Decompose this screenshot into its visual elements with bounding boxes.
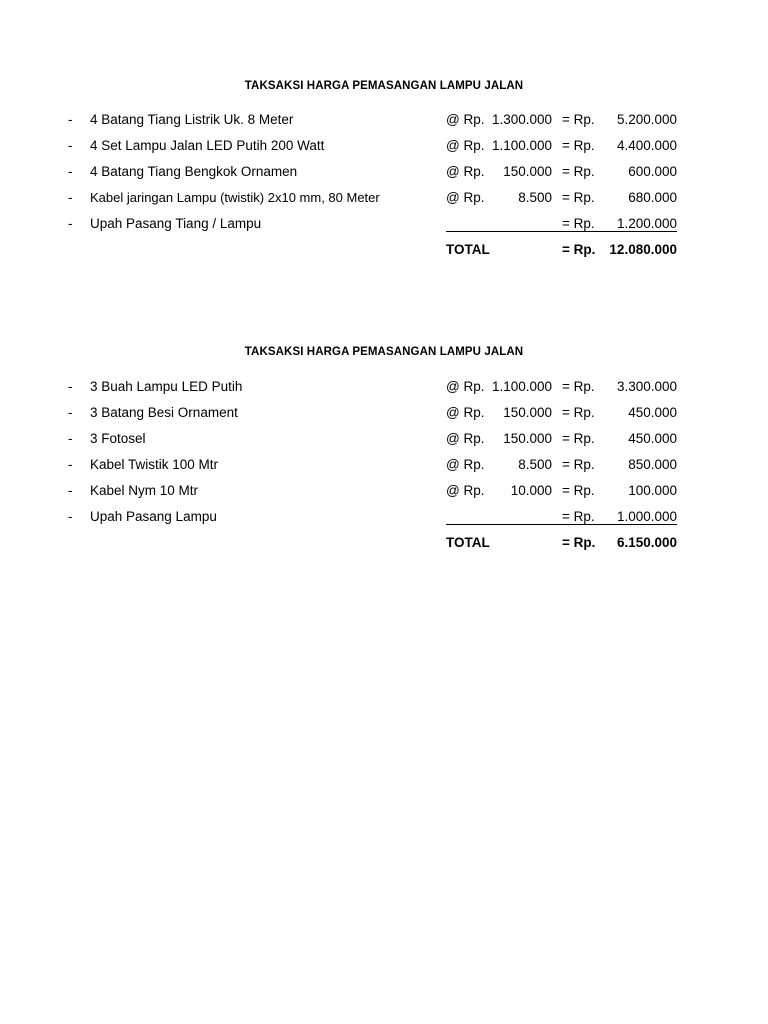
unit-price-prefix: @ Rp. [446, 483, 485, 498]
item-description: Upah Pasang Tiang / Lampu [90, 216, 262, 231]
amount-prefix: = Rp. [562, 431, 595, 446]
total-label: TOTAL [446, 242, 490, 257]
bullet: - [68, 509, 73, 524]
table-row [0, 377, 768, 397]
amount: 3.300.000 [616, 379, 677, 394]
unit-price: 1.300.000 [491, 112, 552, 127]
unit-price-prefix: @ Rp. [446, 190, 485, 205]
unit-price: 8.500 [518, 190, 552, 205]
bullet: - [68, 379, 73, 394]
subtotal-rule [446, 524, 677, 525]
amount-prefix: = Rp. [562, 138, 595, 153]
amount: 850.000 [628, 457, 677, 472]
total-row [0, 240, 768, 260]
total-amount: 6.150.000 [616, 535, 677, 550]
unit-price: 1.100.000 [491, 138, 552, 153]
unit-price-prefix: @ Rp. [446, 379, 485, 394]
bullet: - [68, 457, 73, 472]
unit-price: 150.000 [503, 431, 552, 446]
total-amount: 12.080.000 [609, 242, 677, 257]
amount: 100.000 [628, 483, 677, 498]
item-description: Kabel Nym 10 Mtr [90, 483, 199, 498]
unit-price-prefix: @ Rp. [446, 164, 485, 179]
amount-prefix: = Rp. [562, 509, 595, 524]
amount: 600.000 [628, 164, 677, 179]
item-description: 3 Fotosel [90, 431, 146, 446]
total-label: TOTAL [446, 535, 490, 550]
subtotal-rule [446, 231, 677, 232]
amount-prefix: = Rp. [562, 483, 595, 498]
amount: 5.200.000 [616, 112, 677, 127]
item-description: 3 Buah Lampu LED Putih [90, 379, 243, 394]
amount: 450.000 [628, 405, 677, 420]
item-description: 3 Batang Besi Ornament [90, 405, 238, 420]
amount-prefix: = Rp. [562, 190, 595, 205]
table-row [0, 110, 768, 130]
total-row [0, 533, 768, 553]
total-prefix: = Rp. [562, 535, 596, 550]
unit-price-prefix: @ Rp. [446, 405, 485, 420]
amount-prefix: = Rp. [562, 164, 595, 179]
bullet: - [68, 483, 73, 498]
bullet: - [68, 112, 73, 127]
unit-price: 8.500 [518, 457, 552, 472]
bullet: - [68, 164, 73, 179]
item-description: 4 Batang Tiang Bengkok Ornamen [90, 164, 298, 179]
bullet: - [68, 216, 73, 231]
amount: 450.000 [628, 431, 677, 446]
bullet: - [68, 190, 73, 205]
amount-prefix: = Rp. [562, 216, 595, 231]
unit-price: 150.000 [503, 405, 552, 420]
bullet: - [68, 138, 73, 153]
table-row [0, 188, 768, 208]
table-row [0, 403, 768, 423]
amount: 1.000.000 [616, 509, 677, 524]
table-row [0, 429, 768, 449]
table-title: TAKSAKSI HARGA PEMASANGAN LAMPU JALAN [244, 346, 524, 358]
amount: 4.400.000 [616, 138, 677, 153]
unit-price: 1.100.000 [491, 379, 552, 394]
amount-prefix: = Rp. [562, 379, 595, 394]
item-description: 4 Batang Tiang Listrik Uk. 8 Meter [90, 112, 294, 127]
amount: 680.000 [628, 190, 677, 205]
total-prefix: = Rp. [562, 242, 596, 257]
unit-price-prefix: @ Rp. [446, 431, 485, 446]
amount-prefix: = Rp. [562, 457, 595, 472]
unit-price-prefix: @ Rp. [446, 457, 485, 472]
amount-prefix: = Rp. [562, 112, 595, 127]
amount: 1.200.000 [616, 216, 677, 231]
unit-price: 150.000 [503, 164, 552, 179]
item-description: Kabel Twistik 100 Mtr [90, 457, 219, 472]
table-row [0, 162, 768, 182]
item-description: Upah Pasang Lampu [90, 509, 217, 524]
unit-price: 10.000 [510, 483, 552, 498]
item-description: Kabel jaringan Lampu (twistik) 2x10 mm, 80 Meter [90, 190, 380, 205]
table-row [0, 455, 768, 475]
table-row [0, 481, 768, 501]
amount-prefix: = Rp. [562, 405, 595, 420]
bullet: - [68, 431, 73, 446]
unit-price-prefix: @ Rp. [446, 112, 485, 127]
item-description: 4 Set Lampu Jalan LED Putih 200 Watt [90, 138, 325, 153]
unit-price-prefix: @ Rp. [446, 138, 485, 153]
table-row [0, 136, 768, 156]
table-title: TAKSAKSI HARGA PEMASANGAN LAMPU JALAN [244, 80, 524, 92]
bullet: - [68, 405, 73, 420]
